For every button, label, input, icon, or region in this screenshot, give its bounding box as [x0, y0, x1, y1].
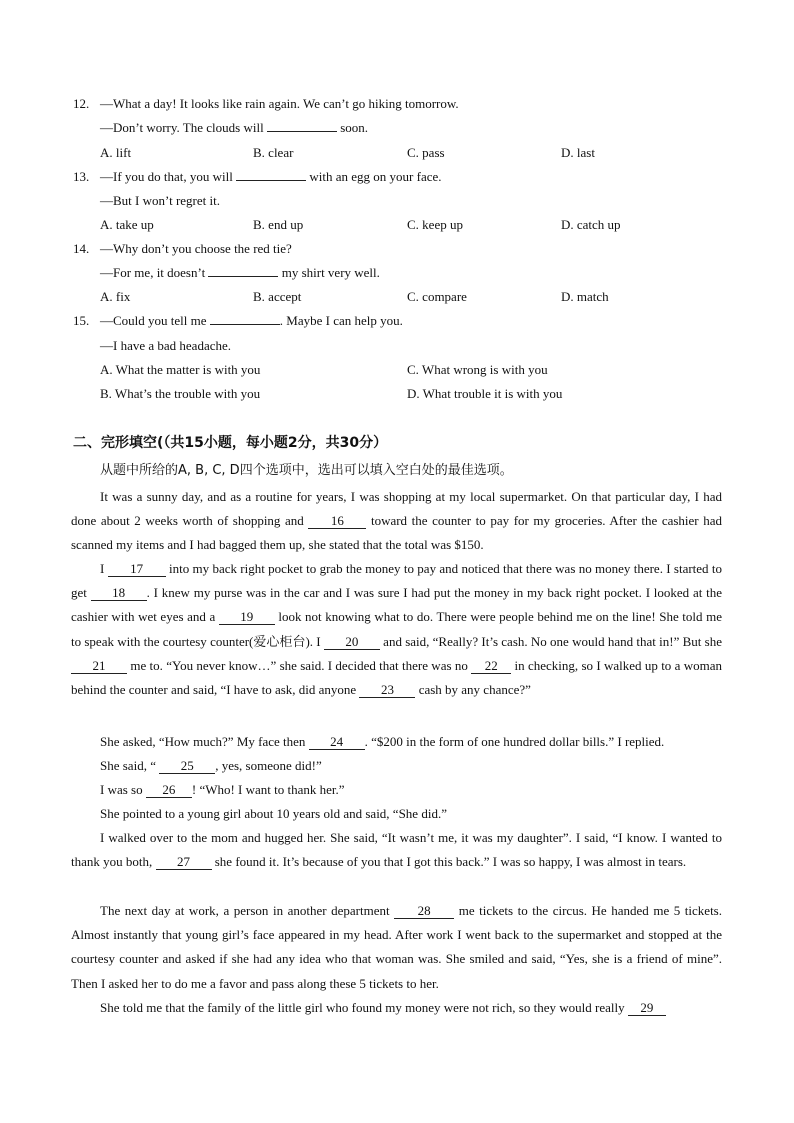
- passage-paragraph-1: It was a sunny day, and as a routine for years, I was shopping at my local supermarket. On that particular day, I had done about 2 weeks worth of shopping and 16 toward the counter to pay for my groceries. After the cashier had scanned my items and I had bagged them up, she stated that the total was $150.: [71, 489, 722, 553]
- blank-27: 27: [156, 855, 212, 870]
- question-stem: —Could you tell me . Maybe I can help you.: [100, 313, 403, 328]
- question-number: 14.: [73, 241, 90, 256]
- passage-paragraph-4: She said, “ 25 , yes, someone did!”: [100, 758, 322, 773]
- question-stem: —What a day! It looks like rain again. We can’t go hiking tomorrow.: [100, 96, 459, 111]
- blank-29: 29: [628, 1001, 666, 1016]
- option-b: B. What’s the trouble with you: [100, 386, 261, 401]
- blank-22: 22: [471, 659, 511, 674]
- answer-blank: [210, 312, 280, 325]
- passage-paragraph-9: She told me that the family of the little girl who found my money were not rich, so they would really 29: [71, 996, 722, 1020]
- option-c: C. pass: [407, 145, 445, 160]
- section-instruction: 从题中所给的A, B, C, D四个选项中，选出可以填入空白处的最佳选项。: [100, 463, 513, 478]
- passage-paragraph-3: She asked, “How much?” My face then 24 . “$200 in the form of one hundred dollar bills.” I replied.: [100, 734, 665, 749]
- question-reply: —I have a bad headache.: [100, 338, 232, 353]
- option-a: A. What the matter is with you: [100, 362, 261, 377]
- question-number: 12.: [73, 96, 90, 111]
- blank-17: 17: [108, 562, 166, 577]
- blank-26: 26: [146, 783, 192, 798]
- option-c: C. keep up: [407, 217, 463, 232]
- option-b: B. clear: [253, 145, 294, 160]
- passage-paragraph-7: I walked over to the mom and hugged her. She said, “It wasn’t me, it was my daughter”. I said, “I know. I wanted to thank you both, 27 she found it. It’s because of you that I got this back.” I was so happy, I was almost in tears.: [71, 830, 722, 870]
- passage-paragraph-8: The next day at work, a person in another department 28 me tickets to the circus. He handed me 5 tickets. Almost instantly that young girl’s face appeared in my head. After work I went back to the supermarket and stopped at the courtesy counter and asked if she had any idea who that woman was. She smiled and said, “Yes, she is a friend of mine”. Then I asked her to do me a favor and pass along these 5 tickets to her.: [71, 903, 722, 991]
- option-a: A. fix: [100, 289, 131, 304]
- blank-23: 23: [359, 683, 415, 698]
- blank-18: 18: [91, 586, 147, 601]
- option-c: C. What wrong is with you: [407, 362, 548, 377]
- passage-paragraph-5: I was so 26 ! “Who! I want to thank her.”: [100, 782, 345, 797]
- option-a: A. lift: [100, 145, 132, 160]
- question-reply: —Don’t worry. The clouds will soon.: [100, 120, 368, 135]
- blank-25: 25: [159, 759, 215, 774]
- question-number: 15.: [73, 313, 90, 328]
- option-d: D. last: [561, 145, 595, 160]
- passage-paragraph-6: She pointed to a young girl about 10 years old and said, “She did.”: [100, 806, 447, 821]
- blank-28: 28: [394, 904, 454, 919]
- question-stem: —If you do that, you will with an egg on your face.: [100, 169, 442, 184]
- blank-24: 24: [309, 735, 365, 750]
- blank-21: 21: [71, 659, 127, 674]
- option-d: D. match: [561, 289, 609, 304]
- option-b: B. accept: [253, 289, 302, 304]
- option-a: A. take up: [100, 217, 154, 232]
- blank-16: 16: [308, 514, 366, 529]
- section-title: 二、完形填空(（共15小题，每小题2分，共30分）: [73, 435, 388, 451]
- option-c: C. compare: [407, 289, 467, 304]
- passage-paragraph-2: I 17 into my back right pocket to grab the money to pay and noticed that there was no money there. I started to get 18 . I knew my purse was in the car and I was sure I had put the money in my back right pocket. I looked at the cashier with wet eyes and a 19 look not knowing what to do. There were people behind me on the line! She told me to speak with the courtesy counter(爱心柜台). I 20 and said, “Really? It’s cash. No one would hand that in!” But she 21 me to. “You never know…” she said. I decided that there was no 22 in checking, so I walked up to a woman behind the counter and said, “I have to ask, did anyone 23 cash by any chance?”: [71, 561, 722, 698]
- option-b: B. end up: [253, 217, 304, 232]
- answer-blank: [267, 119, 337, 132]
- answer-blank: [208, 264, 278, 277]
- question-number: 13.: [73, 169, 90, 184]
- blank-20: 20: [324, 635, 380, 650]
- option-d: D. catch up: [561, 217, 621, 232]
- question-stem: —Why don’t you choose the red tie?: [100, 241, 292, 256]
- option-d: D. What trouble it is with you: [407, 386, 563, 401]
- blank-19: 19: [219, 610, 275, 625]
- answer-blank: [236, 168, 306, 181]
- question-reply: —But I won’t regret it.: [100, 193, 220, 208]
- question-reply: —For me, it doesn’t my shirt very well.: [100, 265, 380, 280]
